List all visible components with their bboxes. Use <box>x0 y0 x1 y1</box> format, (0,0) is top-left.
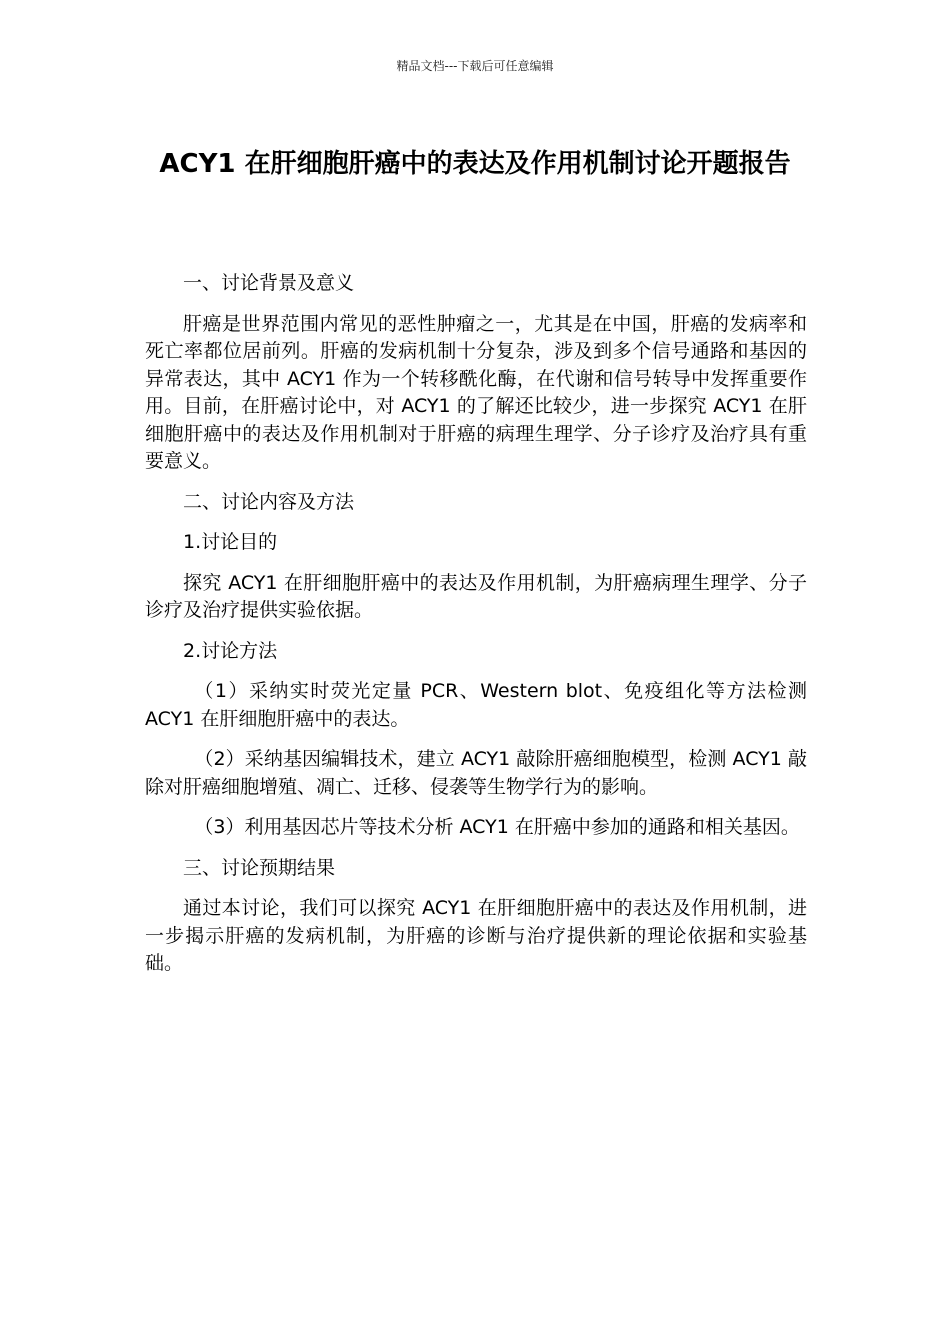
paragraph-purpose: 探究 ACY1 在肝细胞肝癌中的表达及作用机制，为肝癌病理生理学、分子诊疗及治疗提供实验依据。 <box>145 571 807 621</box>
paragraph-results: 通过本讨论，我们可以探究 ACY1 在肝细胞肝癌中的表达及作用机制，进一步揭示肝癌的发病机制，为肝癌的诊断与治疗提供新的理论依据和实验基础。 <box>145 897 807 974</box>
method-item-1: （1）采纳实时荧光定量 PCR、Western blot、免疫组化等方法检测 ACY1 在肝细胞肝癌中的表达。 <box>145 680 807 730</box>
method-item-2: （2）采纳基因编辑技术，建立 ACY1 敲除肝癌细胞模型，检测 ACY1 敲除对肝癌细胞增殖、凋亡、迁移、侵袭等生物学行为的影响。 <box>145 748 807 798</box>
subheading-purpose: 1.讨论目的 <box>183 531 278 553</box>
section-heading-results: 三、讨论预期结果 <box>183 856 336 879</box>
document-title: ACY1 在肝细胞肝癌中的表达及作用机制讨论开题报告 <box>159 149 791 179</box>
document-body <box>145 270 807 991</box>
page-header: 精品文档---下载后可任意编辑 <box>396 59 554 73</box>
method-item-3: （3）利用基因芯片等技术分析 ACY1 在肝癌中参加的通路和相关基因。 <box>194 816 800 838</box>
section-heading-background: 一、讨论背景及意义 <box>183 272 355 294</box>
section-heading-methods: 二、讨论内容及方法 <box>183 490 355 513</box>
paragraph-background: 肝癌是世界范围内常见的恶性肿瘤之一，尤其是在中国，肝癌的发病率和死亡率都位居前列。肝癌的发病机制十分复杂，涉及到多个信号通路和基因的异常表达，其中 ACY1 作为一个转移酰化酶，在代谢和信号转导中发挥重要作用。目前，在肝癌讨论中，对 ACY1 的了解还比较少，进一步探究 ACY1 在肝细胞肝癌中的表达及作用机制对于肝癌的病理生理学、分子诊疗及治疗具有重要意义。 <box>145 312 807 472</box>
subheading-methods: 2.讨论方法 <box>183 639 278 662</box>
